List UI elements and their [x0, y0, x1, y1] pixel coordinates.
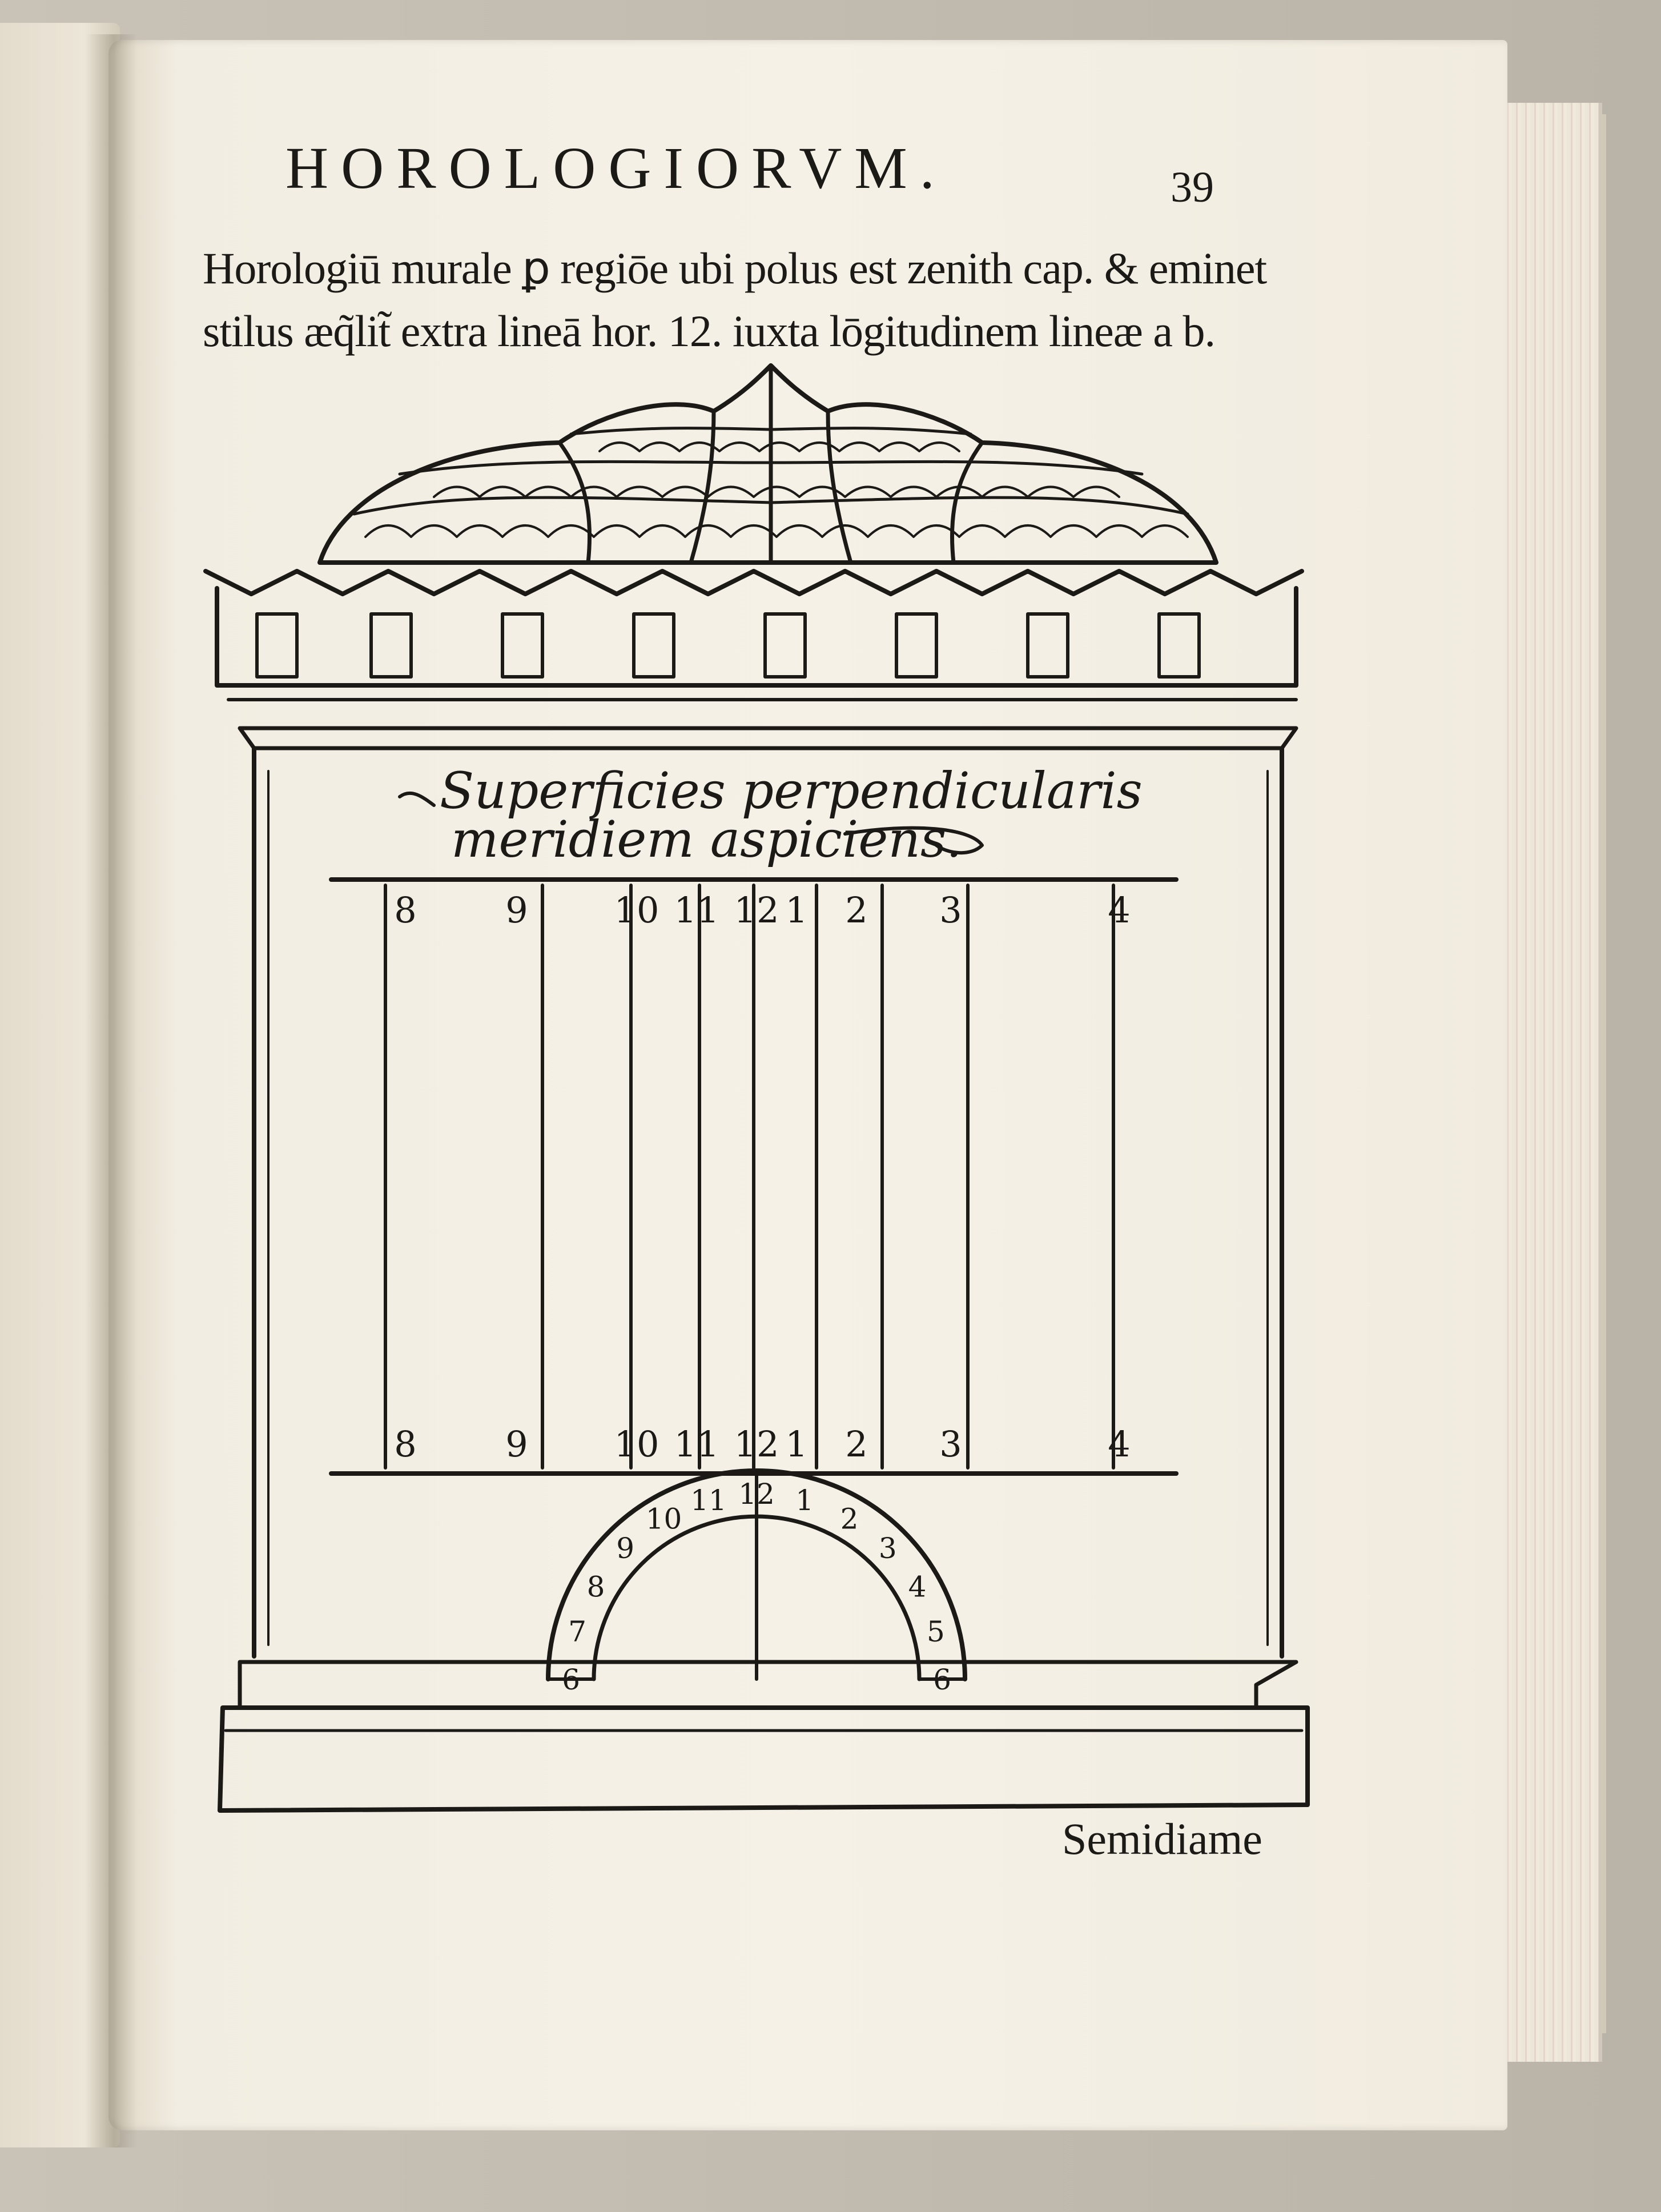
- semicircle-hour-label: 10: [645, 1502, 682, 1536]
- semicircle-hour-label: 6: [562, 1663, 580, 1696]
- semicircle-hour-label: 1: [795, 1484, 814, 1518]
- caption-line-2: stilus æq̃lit̃ extra lineā hor. 12. iuxta lōgitudinem lineæ a b.: [203, 306, 1215, 356]
- semicircle-hour-label: 3: [878, 1532, 897, 1565]
- dome: [320, 366, 1216, 563]
- dial-face: [331, 880, 1176, 1474]
- semicircle-hour-label: 7: [568, 1615, 587, 1648]
- semicircle-hour-label: 5: [926, 1615, 945, 1648]
- hour-label: 12: [734, 889, 779, 931]
- caption-line-1: Horologiū murale ꝑ regiōe ubi polus est zenith cap. & eminet: [203, 243, 1267, 293]
- hour-label: 4: [1108, 889, 1131, 931]
- running-head: HOROLOGIORVM.: [285, 135, 947, 201]
- hour-label: 8: [394, 1423, 417, 1465]
- semicircle-hour-label: 11: [690, 1484, 727, 1518]
- hour-label: 11: [674, 1423, 719, 1465]
- hour-label: 1: [785, 889, 808, 931]
- semicircle-hour-label: 6: [933, 1663, 951, 1696]
- hour-label: 4: [1108, 1423, 1131, 1465]
- page-number: 39: [1171, 163, 1214, 211]
- hour-label: 10: [614, 889, 659, 931]
- hour-label: 10: [614, 1423, 659, 1465]
- hour-label: 3: [939, 1423, 962, 1465]
- hour-label: 9: [505, 1423, 528, 1465]
- semicircle-hour-label: 9: [616, 1532, 635, 1565]
- crenellated-parapet: [206, 571, 1302, 748]
- hour-label: 1: [785, 1423, 808, 1465]
- semicircle-hour-label: 8: [586, 1570, 605, 1604]
- semicircle-hour-label: 4: [908, 1570, 927, 1604]
- catchword: Semidiame: [1062, 1814, 1262, 1864]
- hour-labels-bottom: [394, 1423, 1130, 1465]
- hour-labels-top: [394, 889, 1130, 931]
- banner-line-2: meridiem aspiciens.: [451, 810, 963, 869]
- hour-label: 12: [734, 1423, 779, 1465]
- hour-label: 2: [845, 1423, 868, 1465]
- hour-label: 11: [674, 889, 719, 931]
- hour-label: 3: [939, 889, 962, 931]
- semicircle-hour-label: 2: [840, 1502, 859, 1536]
- hour-label: 9: [505, 889, 528, 931]
- hour-label: 8: [394, 889, 417, 931]
- banner-line-1: Superficies perpendicularis: [440, 761, 1143, 820]
- semicircle-hour-label: 12: [738, 1478, 775, 1511]
- hour-label: 2: [845, 889, 868, 931]
